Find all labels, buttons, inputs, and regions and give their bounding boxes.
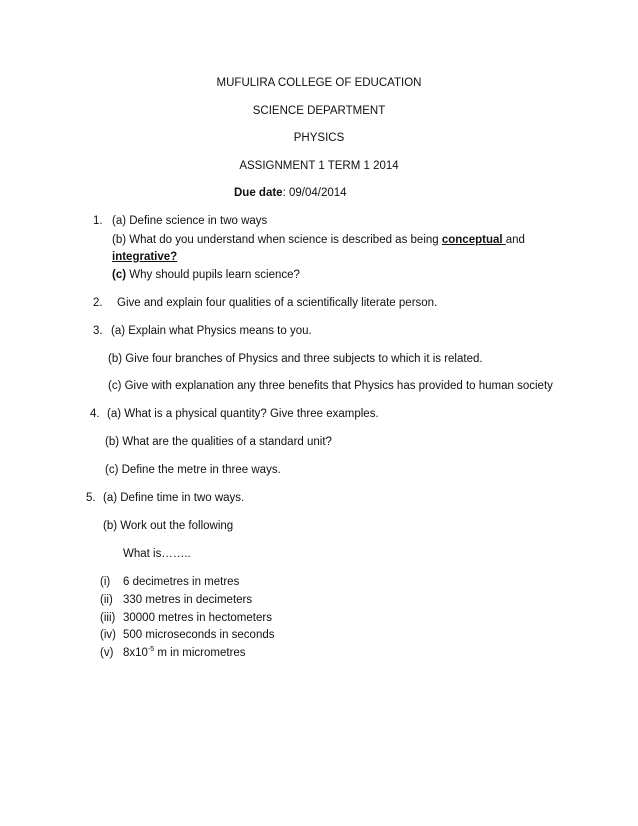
q1-part-b-cont: [112, 250, 177, 264]
q5-item-number: (v): [100, 647, 114, 659]
due-date: [234, 186, 347, 200]
q1-number: 1.: [93, 215, 103, 227]
q2-text: Give and explain four qualities of a scientifically literate person.: [117, 297, 438, 309]
q3-number: 3.: [93, 325, 103, 337]
q4-part-a: (a) What is a physical quantity? Give three examples.: [107, 408, 379, 420]
q1-part-c-label: (c): [112, 269, 127, 281]
q1-part-a: (a) Define science in two ways: [112, 215, 268, 227]
assignment-title: ASSIGNMENT 1 TERM 1 2014: [239, 160, 399, 172]
q5-item-text: 330 metres in decimeters: [123, 594, 253, 606]
q5-item-text: 6 decimetres in metres: [123, 576, 240, 588]
college-title: MUFULIRA COLLEGE OF EDUCATION: [216, 77, 422, 89]
q5-part-b: (b) Work out the following: [103, 520, 234, 532]
q2-number: 2.: [93, 297, 103, 309]
due-date-label: Due date: [234, 187, 283, 199]
q5-item-number: (iv): [100, 629, 116, 641]
q3-part-a: (a) Explain what Physics means to you.: [111, 325, 312, 337]
q4-number: 4.: [90, 408, 100, 420]
q1-part-b-text: (b) What do you understand when science is described as being: [112, 234, 442, 246]
q5-item-v-exponent: -5: [147, 646, 155, 653]
q5-number: 5.: [86, 492, 96, 504]
q1-part-b: [112, 233, 525, 247]
q4-part-c: (c) Define the metre in three ways.: [105, 464, 281, 476]
q5-item-text: 500 microseconds in seconds: [123, 629, 275, 641]
q5-item-text: [123, 646, 246, 660]
q1-keyword-integrative: integrative?: [112, 251, 178, 263]
q5-item-number: (i): [100, 576, 111, 588]
q4-part-b: (b) What are the qualities of a standard unit?: [105, 436, 332, 448]
q5-item-number: (ii): [100, 594, 113, 606]
q1-part-b-and: and: [505, 234, 525, 246]
department-title: SCIENCE DEPARTMENT: [252, 105, 386, 117]
q5-item-v-unit: m in micrometres: [154, 647, 246, 659]
q5-item-number: (iii): [100, 612, 116, 624]
q1-part-c-text: Why should pupils learn science?: [126, 269, 300, 281]
q1-keyword-conceptual: conceptual: [441, 234, 506, 246]
q5-what-is: What is……..: [123, 548, 191, 560]
subject-title: PHYSICS: [293, 132, 345, 144]
q5-part-a: (a) Define time in two ways.: [103, 492, 245, 504]
q3-part-c: (c) Give with explanation any three benefits that Physics has provided to human society: [108, 380, 553, 392]
due-date-value: : 09/04/2014: [282, 187, 347, 199]
q3-part-b: (b) Give four branches of Physics and three subjects to which it is related.: [108, 353, 483, 365]
q5-item-text: 30000 metres in hectometers: [123, 612, 272, 624]
q1-part-c: [112, 268, 300, 282]
q5-item-v-base: 8x10: [123, 647, 148, 659]
